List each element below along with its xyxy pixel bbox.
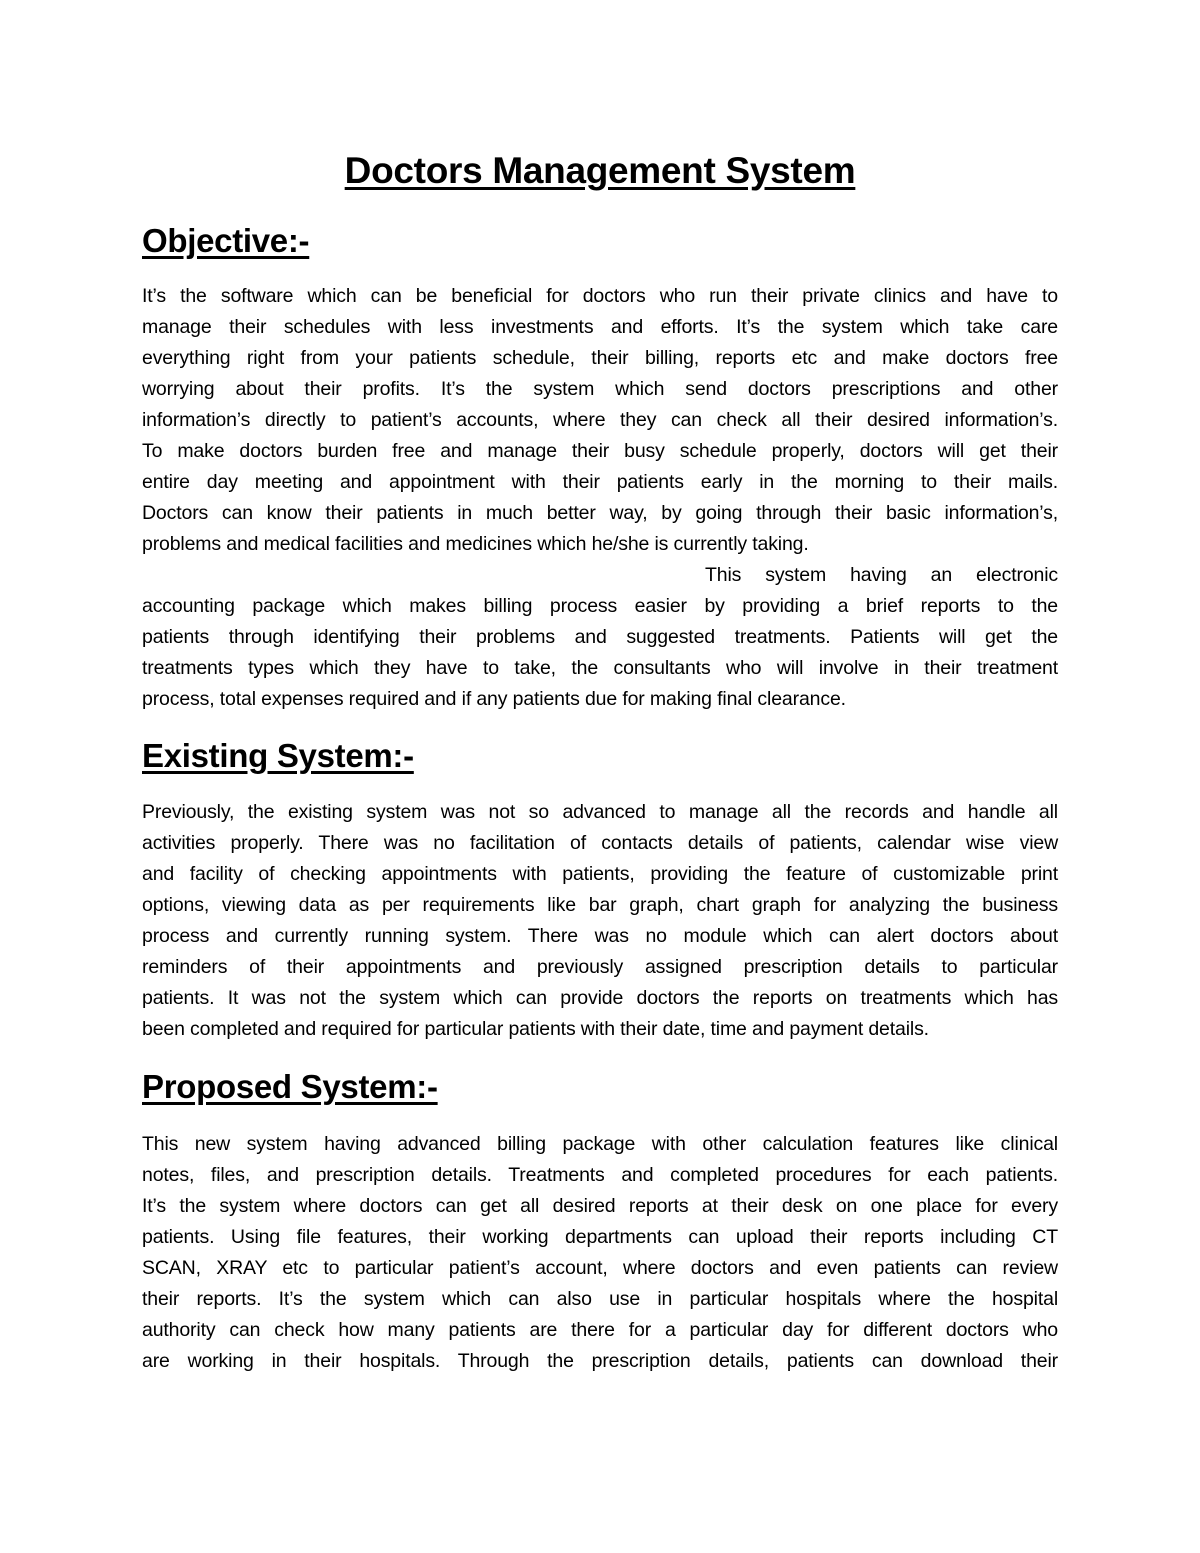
text-line: information’s directly to patient’s accounts, where they can check all their desired information’s. (142, 409, 1058, 431)
section-heading-existing-system: Existing System:- (142, 737, 414, 774)
objective-paragraph (142, 281, 1058, 715)
text-line: process, total expenses required and if any patients due for making final clearance. (142, 688, 846, 710)
text-line: Previously, the existing system was not so advanced to manage all the records and handle all (142, 801, 1058, 823)
text-line: options, viewing data as per requirements like bar graph, chart graph for analyzing the business (142, 894, 1058, 916)
text-line: everything right from your patients schedule, their billing, reports etc and make doctors free (142, 347, 1058, 369)
section-heading-proposed-system: Proposed System:- (142, 1068, 438, 1105)
text-line: It’s the software which can be beneficial for doctors who run their private clinics and have to (142, 285, 1058, 307)
existing-system-paragraph (142, 797, 1058, 1045)
text-line: manage their schedules with less investments and efforts. It’s the system which take care (142, 316, 1058, 338)
text-line: authority can check how many patients are there for a particular day for different doctors who (142, 1319, 1058, 1341)
text-line: treatments types which they have to take, the consultants who will involve in their treatment (142, 657, 1058, 679)
text-line: their reports. It’s the system which can also use in particular hospitals where the hospital (142, 1288, 1058, 1310)
text-line: reminders of their appointments and previously assigned prescription details to particular (142, 956, 1058, 978)
text-line: been completed and required for particular patients with their date, time and payment details. (142, 1018, 929, 1040)
text-line: and facility of checking appointments with patients, providing the feature of customizable print (142, 863, 1058, 885)
text-line: activities properly. There was no facilitation of contacts details of patients, calendar wise view (142, 832, 1058, 854)
text-line: SCAN, XRAY etc to particular patient’s account, where doctors and even patients can review (142, 1257, 1058, 1279)
text-line: worrying about their profits. It’s the system which send doctors prescriptions and other (142, 378, 1058, 400)
text-line: problems and medical facilities and medicines which he/she is currently taking. (142, 533, 809, 555)
section-heading-objective: Objective:- (142, 222, 310, 259)
text-line: This system having an electronic (705, 564, 1058, 586)
text-line: are working in their hospitals. Through the prescription details, patients can download their (142, 1350, 1058, 1372)
text-line: accounting package which makes billing process easier by providing a brief reports to the (142, 595, 1058, 617)
document-title: Doctors Management System (344, 150, 856, 191)
text-line: To make doctors burden free and manage their busy schedule properly, doctors will get their (142, 440, 1058, 462)
text-line: process and currently running system. There was no module which can alert doctors about (142, 925, 1058, 947)
proposed-system-paragraph (142, 1129, 1058, 1377)
text-line: This new system having advanced billing package with other calculation features like clinical (142, 1133, 1058, 1155)
text-line: It’s the system where doctors can get all desired reports at their desk on one place for every (142, 1195, 1058, 1217)
text-line: patients. It was not the system which can provide doctors the reports on treatments which has (142, 987, 1058, 1009)
text-line: patients. Using file features, their working departments can upload their reports including CT (142, 1226, 1058, 1248)
text-line: patients through identifying their problems and suggested treatments. Patients will get the (142, 626, 1058, 648)
text-line: Doctors can know their patients in much better way, by going through their basic information’s, (142, 502, 1058, 524)
text-line: notes, files, and prescription details. Treatments and completed procedures for each patients. (142, 1164, 1058, 1186)
text-line: entire day meeting and appointment with their patients early in the morning to their mails. (142, 471, 1058, 493)
